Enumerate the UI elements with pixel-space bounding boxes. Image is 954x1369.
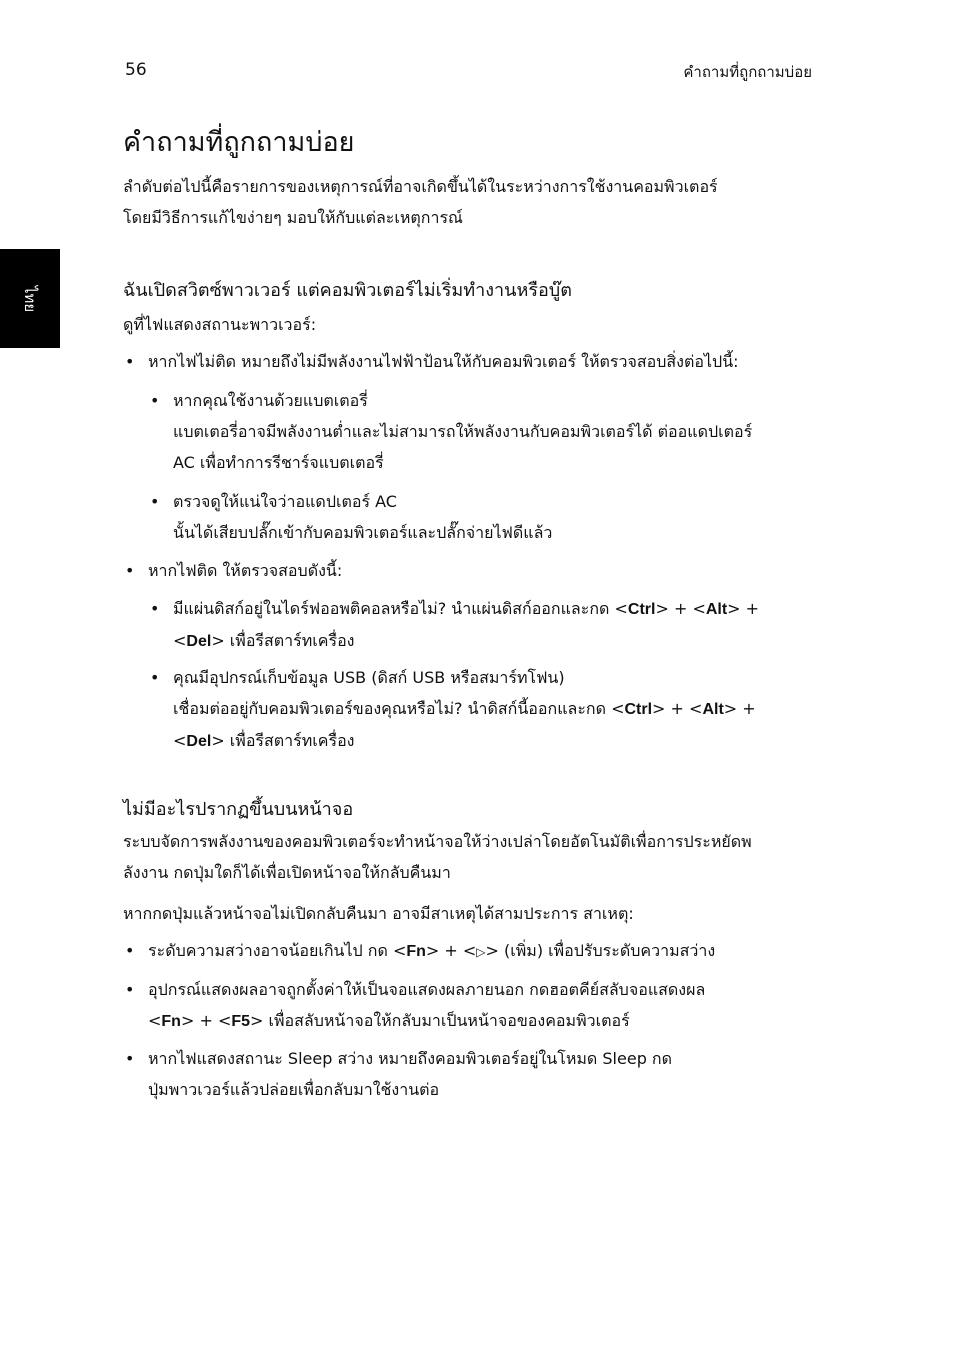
bullet-text: หากไฟติด ให้ตรวจสอบดังนี้: — [148, 561, 343, 580]
bullet-optical-disc — [173, 593, 759, 657]
bullet-line: • ตรวจดูให้แน่ใจว่าอแดปเตอร์ AC — [173, 492, 397, 511]
section-heading-power: ฉันเปิดสวิตซ์พาวเวอร์ แต่คอมพิวเตอร์ไม่เริ่มทำงานหรือบู๊ต — [123, 280, 572, 301]
key-ctrl: Ctrl — [624, 701, 653, 718]
intro-paragraph — [123, 171, 718, 233]
bullet-text: > + < — [425, 941, 477, 960]
key-alt: Alt — [705, 601, 728, 618]
paragraph-line: ลังงาน กดปุ่มใดก็ได้เพื่อเปิดหน้าจอให้กลับคืนมา — [123, 863, 451, 882]
section2-paragraph — [123, 826, 752, 888]
bullet-text: เชื่อมต่ออยู่กับคอมพิวเตอร์ของคุณหรือไม่? นำดิสก์นี้ออกและกด < — [173, 699, 625, 718]
bullet-text: หากไฟไม่ติด หมายถึงไม่มีพลังงานไฟฟ้าป้อนให้กับคอมพิวเตอร์ ให้ตรวจสอบสิ่งต่อไปนี้: — [148, 352, 739, 371]
bullet-line: ปุ่มพาวเวอร์แล้วปล่อยเพื่อกลับมาใช้งานต่อ — [148, 1080, 440, 1099]
page-title: คำถามที่ถูกถามบ่อย — [123, 127, 355, 158]
key-fn: Fn — [161, 1013, 181, 1030]
intro-line: ลำดับต่อไปนี้คือรายการของเหตุการณ์ที่อาจเกิดขึ้นได้ในระหว่างการใช้งานคอมพิวเตอร์ — [123, 177, 718, 196]
key-alt: Alt — [702, 701, 724, 718]
bullet-text: > เพื่อรีสตาร์ทเครื่อง — [211, 731, 355, 750]
bullet-line: • หากไฟแสดงสถานะ Sleep สว่าง หมายถึงคอมพิวเตอร์อยู่ในโหมด Sleep กด — [148, 1049, 673, 1068]
bullet-text: < — [173, 731, 187, 750]
bullet-text: < — [148, 1011, 162, 1030]
bullet-text: > เพื่อสลับหน้าจอให้กลับมาเป็นหน้าจอของคอมพิวเตอร์ — [250, 1011, 630, 1030]
bullet-line: • หากคุณใช้งานด้วยแบตเตอรี่ — [173, 391, 368, 410]
bullet-text: มีแผ่นดิสก์อยู่ในไดร์ฟออพติคอลหรือไม่? นำแผ่นดิสก์ออกและกด < — [173, 599, 628, 618]
bullet-text: ระดับความสว่างอาจน้อยเกินไป กด < — [148, 941, 407, 960]
bullet-usb-storage — [173, 662, 756, 757]
bullet-line: • คุณมีอุปกรณ์เก็บข้อมูล USB (ดิสก์ USB หรือสมาร์ทโฟน) — [173, 668, 565, 687]
page-number: 56 — [125, 60, 147, 80]
bullet-text: > (เพิ่ม) เพื่อปรับระดับความสว่าง — [485, 941, 716, 960]
bullet-line: • อุปกรณ์แสดงผลอาจถูกตั้งค่าให้เป็นจอแสดงผลภายนอก กดฮอตคีย์สลับจอแสดงผล — [148, 980, 706, 999]
intro-line: โดยมีวิธีการแก้ไขง่ายๆ มอบให้กับแต่ละเหตุการณ์ — [123, 208, 463, 227]
language-tab-label: ไทย — [21, 285, 39, 313]
bullet-light-on — [148, 555, 342, 586]
bullet-line: แบตเตอรี่อาจมีพลังงานต่ำและไม่สามารถให้พลังงานกับคอมพิวเตอร์ได้ ต่ออแดปเตอร์ — [173, 422, 753, 441]
bullet-battery — [173, 385, 752, 478]
section-heading-display: ไม่มีอะไรปรากฏขึ้นบนหน้าจอ — [123, 799, 354, 820]
bullet-line: AC เพื่อทำการรีชาร์จแบตเตอรี่ — [173, 453, 384, 472]
paragraph-line: ระบบจัดการพลังงานของคอมพิวเตอร์จะทำหน้าจอให้ว่างเปล่าโดยอัตโนมัติเพื่อการประหยัดพ — [123, 832, 752, 851]
key-del: Del — [186, 633, 212, 650]
bullet-brightness — [148, 935, 715, 968]
bullet-text: > + — [723, 699, 756, 718]
bullet-text: > เพื่อรีสตาร์ทเครื่อง — [211, 631, 355, 650]
key-fn: Fn — [406, 943, 426, 960]
bullet-line: นั้นได้เสียบปลั๊กเข้ากับคอมพิวเตอร์และปลั๊กจ่ายไฟดีแล้ว — [173, 523, 553, 542]
bullet-text: > + — [727, 599, 760, 618]
key-f5: F5 — [231, 1013, 251, 1030]
language-side-tab — [0, 249, 60, 348]
section-lead: ดูที่ไฟแสดงสถานะพาวเวอร์: — [123, 315, 317, 334]
key-ctrl: Ctrl — [627, 601, 656, 618]
bullet-sleep-mode — [148, 1043, 672, 1105]
running-header: คำถามที่ถูกถามบ่อย — [683, 63, 812, 81]
brightness-up-icon: ▷ — [476, 945, 486, 959]
bullet-text: > + < — [652, 699, 703, 718]
bullet-external-display — [148, 974, 705, 1037]
bullet-ac-adapter — [173, 486, 552, 548]
bullet-text: > + < — [655, 599, 706, 618]
bullet-text: < — [173, 631, 187, 650]
section2-causes-lead: หากกดปุ่มแล้วหน้าจอไม่เปิดกลับคืนมา อาจมีสาเหตุได้สามประการ สาเหตุ: — [123, 904, 634, 923]
bullet-text: > + < — [180, 1011, 232, 1030]
key-del: Del — [186, 733, 212, 750]
bullet-light-off — [148, 346, 739, 377]
